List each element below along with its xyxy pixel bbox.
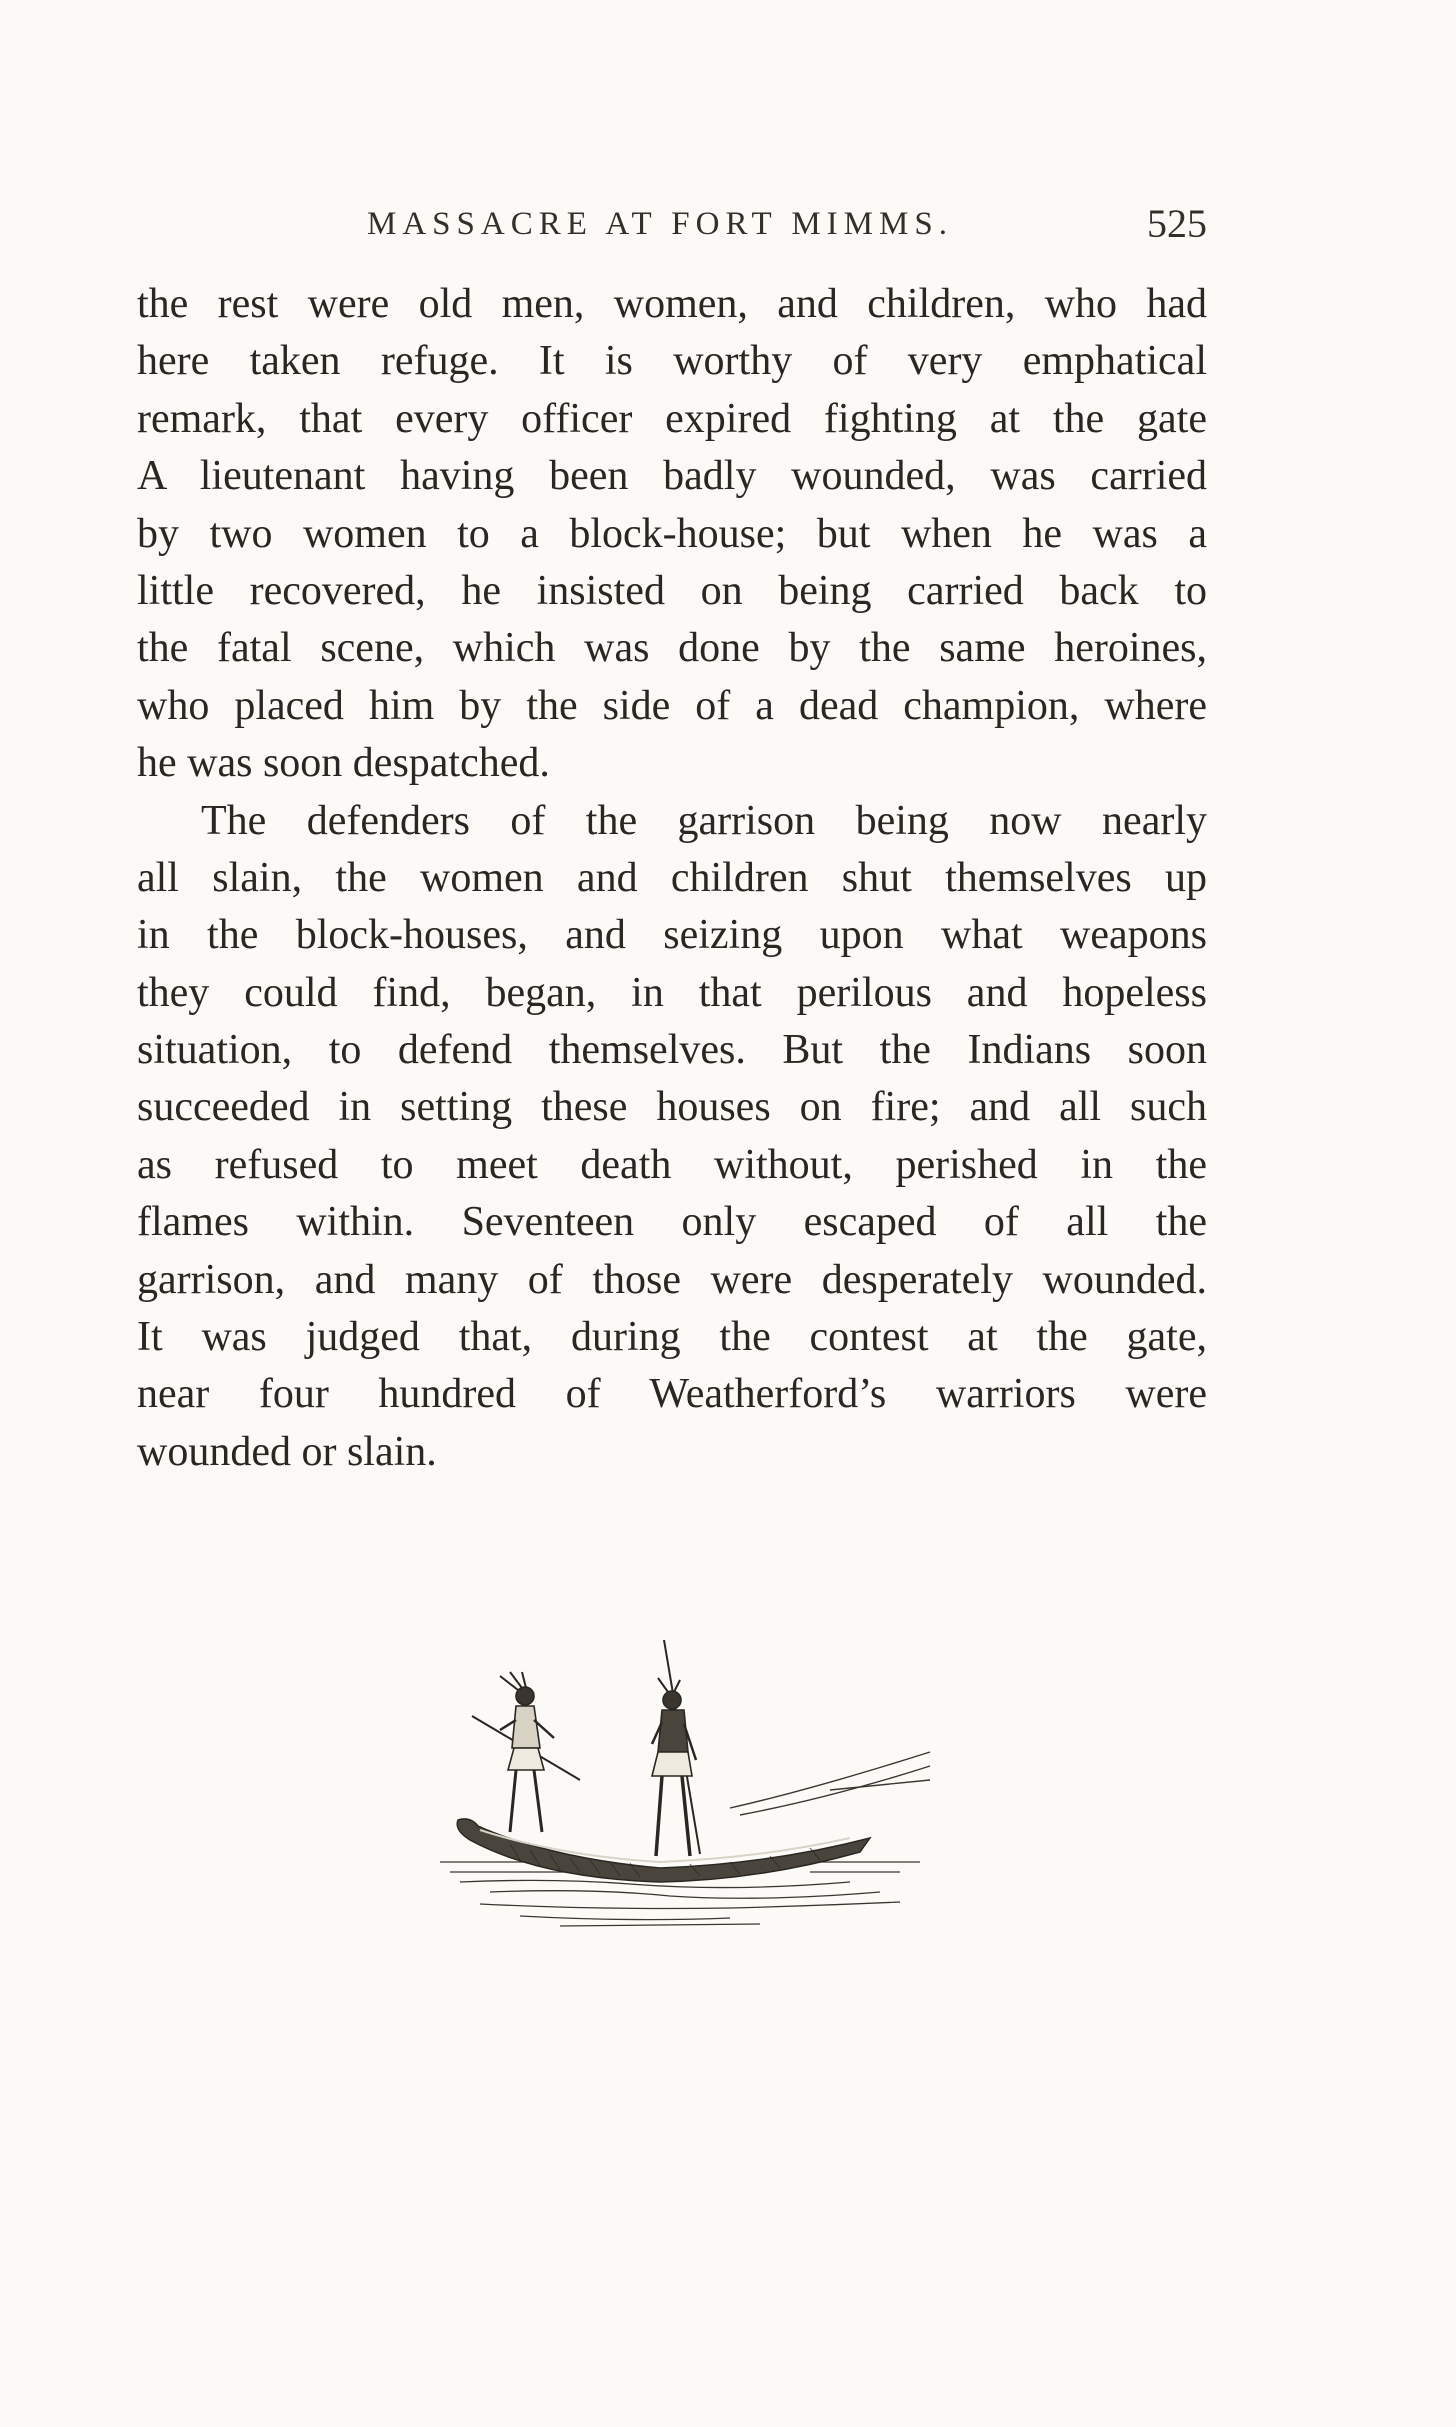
text-line: the fatal scene, which was done by the same heroines, [137,625,1207,672]
text-line: who placed him by the side of a dead champion, where [137,682,1207,729]
text-line: near four hundred of Weatherford’s warriors were [137,1371,1207,1418]
text-line: little recovered, he insisted on being carried back to [137,567,1207,614]
text-line: he was soon despatched. [137,740,550,787]
text-line: in the block-houses, and seizing upon what weapons [137,912,1207,959]
text-line: the rest were old men, women, and children, who had [137,281,1207,327]
text-line: garrison, and many of those were desperately wounded. [137,1256,1207,1303]
canoe-engraving [430,1620,950,1950]
text-line: succeeded in setting these houses on fire; and all such [137,1084,1207,1131]
rear-figure [472,1672,580,1832]
text-line: as refused to meet death without, perished in the [137,1141,1207,1188]
front-figure [652,1640,700,1856]
text-line: flames within. Seventeen only escaped of all the [137,1199,1207,1246]
paragraph-1 [137,276,1207,793]
text-line: all slain, the women and children shut themselves up [137,854,1207,901]
text-line: The defenders of the garrison being now nearly [201,797,1207,844]
running-title: MASSACRE AT FORT MIMMS. [367,206,953,242]
text-line: It was judged that, during the contest at the gate, [137,1314,1207,1361]
text-line: here taken refuge. It is worthy of very emphatical [137,338,1207,385]
text-line: wounded or slain. [137,1428,437,1475]
text-line: situation, to defend themselves. But the Indians soon [137,1027,1207,1074]
paragraph-2 [137,793,1207,1482]
page-number: 525 [1147,201,1207,246]
body-text [137,276,1207,1481]
running-head [137,200,1207,260]
text-line: by two women to a block-house; but when he was a [137,510,1207,557]
text-line: remark, that every officer expired fighting at the gate [137,395,1207,442]
text-line: they could find, began, in that perilous and hopeless [137,969,1207,1016]
shore-lines [730,1752,930,1815]
text-line: A lieutenant having been badly wounded, was carried [137,453,1207,500]
